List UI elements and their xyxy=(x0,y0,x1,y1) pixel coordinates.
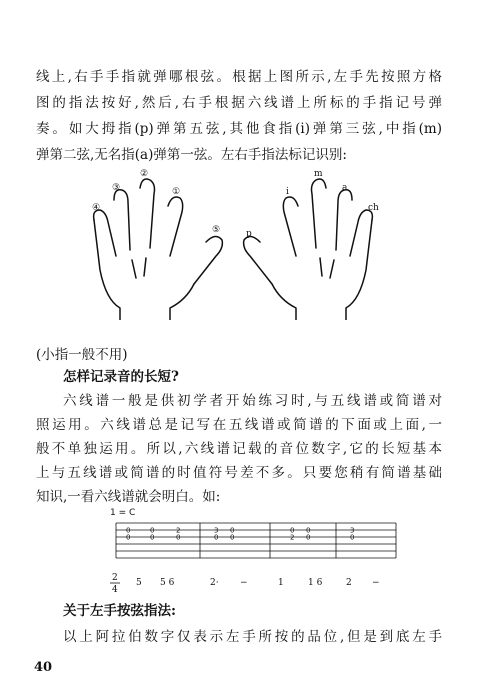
section-heading: 怎样记录音的长短? xyxy=(63,369,179,385)
time-signature-top: 2 xyxy=(112,573,118,583)
body-text-line: 图的指法按好,然后,右手根据六线谱上所标的手指记号弹 xyxy=(36,95,442,111)
notation-symbol: 1 xyxy=(278,578,284,588)
body-text-line: 弹第二弦,无名指(a)弹第一弦。左右手指法标记识别: xyxy=(36,147,347,163)
finger-label: a xyxy=(342,183,348,193)
notation-symbol: − xyxy=(240,578,248,588)
tab-fret-number: 3 xyxy=(214,526,219,535)
tab-fret-number: 2 xyxy=(290,533,295,542)
time-signature-bottom: 4 xyxy=(112,585,118,593)
tab-fret-number: 0 xyxy=(176,533,181,542)
body-text-line: 照运用。六线谱总是记写在五线谱或简谱的下面或上面,一 xyxy=(36,417,442,433)
body-text-line: 线上,右手手指就弹哪根弦。根据上图所示,左手先按照方格 xyxy=(36,69,442,85)
notation-symbol: − xyxy=(372,578,380,588)
left-hand-illustration xyxy=(94,179,223,320)
tab-fret-number: 0 xyxy=(230,526,235,535)
finger-label: ⑤ xyxy=(212,225,221,235)
section-heading: 关于左手按弦指法: xyxy=(63,603,176,619)
tablature-example xyxy=(110,505,400,593)
finger-label: ③ xyxy=(112,183,121,193)
finger-label: m xyxy=(314,169,323,179)
tab-fret-number: 0 xyxy=(214,533,219,542)
notation-symbol: 1 6 xyxy=(308,578,323,588)
notation-symbol: 2 xyxy=(346,578,352,588)
finger-label: ④ xyxy=(92,203,101,213)
tab-fret-number: 2 xyxy=(176,526,181,535)
tab-fret-number: 0 xyxy=(150,526,155,535)
tab-fret-number: 0 xyxy=(126,526,131,535)
hands-fingering-illustration xyxy=(70,160,400,320)
tab-fret-number: 0 xyxy=(290,526,295,535)
body-text-line: 奏。如大拇指(p)弹第五弦,其他食指(i)弹第三弦,中指(m) xyxy=(36,121,442,137)
page-number: 40 xyxy=(34,660,53,675)
finger-label: ② xyxy=(140,169,149,179)
key-signature: 1 = C xyxy=(110,508,136,518)
body-text-line: 以上阿拉伯数字仅表示左手所按的品位,但是到底左手 xyxy=(63,629,442,645)
tab-fret-number: 0 xyxy=(230,533,235,542)
finger-label: ① xyxy=(172,187,181,197)
body-text-line: 知识,一看六线谱就会明白。如: xyxy=(36,489,221,505)
body-text-line: 上与五线谱或简谱的时值符号差不多。只要您稍有简谱基础 xyxy=(36,465,442,481)
finger-label: p xyxy=(246,229,252,239)
body-text-line: 般不单独运用。所以,六线谱记载的音位数字,它的长短基本 xyxy=(36,441,442,457)
notation-symbol: 2· xyxy=(210,578,219,588)
notation-symbol: 5 6 xyxy=(160,578,175,588)
tab-fret-number: 0 xyxy=(350,533,355,542)
finger-label: ch xyxy=(368,203,379,213)
tab-fret-number: 0 xyxy=(126,533,131,542)
tab-fret-number: 0 xyxy=(306,533,311,542)
tab-fret-number: 0 xyxy=(306,526,311,535)
body-text-line: 六线谱一般是供初学者开始练习时,与五线谱或简谱对 xyxy=(63,393,442,409)
tab-fret-number: 0 xyxy=(150,533,155,542)
finger-label: i xyxy=(286,187,289,197)
notation-symbol: 5 xyxy=(136,578,142,588)
figure-caption: (小指一般不用) xyxy=(36,347,128,363)
tab-fret-number: 3 xyxy=(350,526,355,535)
right-hand-illustration xyxy=(244,179,373,320)
